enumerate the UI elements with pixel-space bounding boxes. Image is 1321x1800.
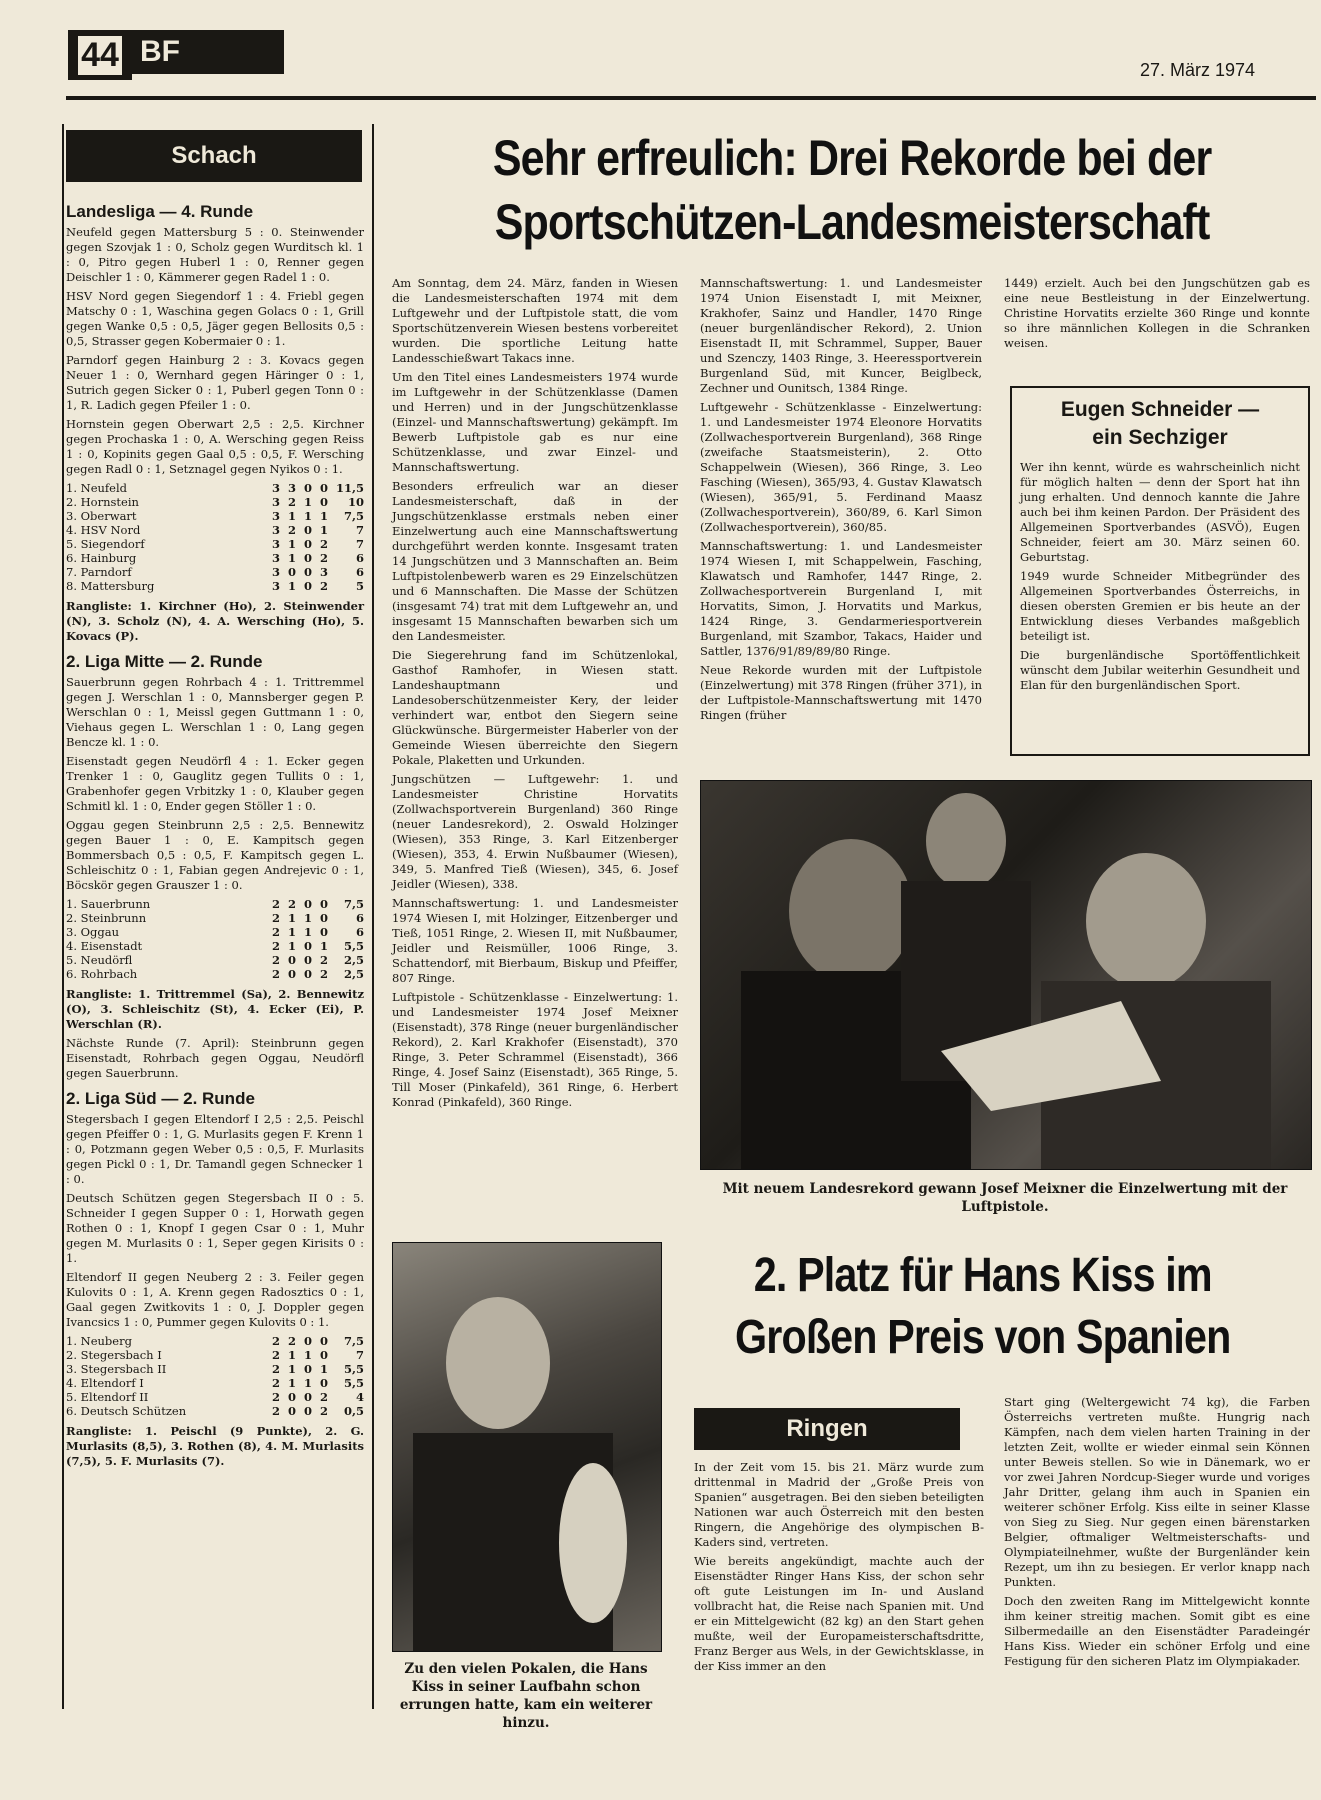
team-name: 5. Siegendorf: [66, 537, 145, 551]
standings-value: 7: [355, 1348, 364, 1362]
birthday-box: [1010, 386, 1310, 756]
kiss-headline-line1: 2. Platz für Hans Kiss im: [753, 1249, 1212, 1302]
team-name: 3. Oggau: [66, 925, 120, 939]
standings-value: 0: [303, 967, 312, 981]
standings-value: 0: [287, 1404, 296, 1418]
paragraph: Deutsch Schützen gegen Stegersbach II 0 : 5. Schneider I gegen Supper 0 : 1, Horwath gegen Rothen 0 : 1, Knopf I gegen Csar 0 : 1, Muhr gegen M. Murlasits 0 : 1, Seper gegen Kirisits 0 : 1.: [66, 1191, 364, 1265]
team-name: 3. Oberwart: [66, 509, 137, 523]
standings-value: 6: [355, 911, 364, 925]
standings-value: 0: [303, 953, 312, 967]
standings-value: 6: [355, 925, 364, 939]
standings-value: 2: [271, 897, 280, 911]
standings-value: 0: [303, 1362, 312, 1376]
photo-hans-kiss: [392, 1242, 662, 1652]
standings-row: [66, 967, 364, 981]
standings-value: 1: [287, 1376, 296, 1390]
standings-row: [66, 953, 364, 967]
standings-value: 0: [319, 911, 328, 925]
standings-value: 7: [355, 537, 364, 551]
main-headline-line1: Sehr erfreulich: Drei Rekorde bei der: [492, 130, 1212, 186]
standings-value: 0: [303, 551, 312, 565]
standings-value: 2: [271, 925, 280, 939]
standings-value: 2: [319, 953, 328, 967]
standings-value: 6: [355, 565, 364, 579]
standings-value: 3: [271, 481, 280, 495]
standings-value: 1: [303, 925, 312, 939]
standings-value: 5: [355, 579, 364, 593]
standings-value: 0: [319, 1334, 328, 1348]
standings-value: 2: [271, 967, 280, 981]
standings-value: 7: [355, 523, 364, 537]
landesliga-standings: [66, 481, 364, 593]
standings-row: [66, 1348, 364, 1362]
standings-value: 0: [287, 953, 296, 967]
standings-value: 1: [287, 579, 296, 593]
standings-row: [66, 1404, 364, 1418]
standings-value: 1: [287, 509, 296, 523]
article-column-3: [1004, 276, 1310, 355]
standings-value: 0: [303, 537, 312, 551]
paragraph: Hornstein gegen Oberwart 2,5 : 2,5. Kirchner gegen Prochaska 1 : 0, A. Wersching gegen Reiss 1 : 0, Kopinits gegen Gaal 0,5 : 0,5, F. Wersching gegen Radl 0 : 1, Setznagel gegen Nyikos 0 : 1.: [66, 417, 364, 476]
standings-row: [66, 939, 364, 953]
paragraph: In der Zeit vom 15. bis 21. März wurde zum drittenmal in Madrid der „Große Preis von Spanien“ ausgetragen. Bei den sieben beteiligten Nationen war auch Österreich mit den besten Ringern, die Angehörige des olympischen B-Kaders sind, vertreten.: [694, 1460, 984, 1549]
sued-results: [66, 1112, 364, 1330]
paragraph: Die Siegerehrung fand im Schützenlokal, Gasthof Ramhofer, in Wiesen statt. Landeshauptmann und Landesoberschützenmeister Kery, der leider verhindert war, entbot den Siegern seine Glückwünsche. Bürgermeister Haberler von der Gemeinde Wiesen überreichte den Siegern Pokale, Plaketten und Urkunden.: [392, 648, 678, 767]
standings-value: 2,5: [343, 967, 364, 981]
page-number: 44: [68, 30, 132, 80]
standings-value: 3: [287, 481, 296, 495]
standings-value: 0: [287, 967, 296, 981]
team-name: 1. Neufeld: [66, 481, 128, 495]
standings-value: 2: [319, 1390, 328, 1404]
birthday-box-title: [1020, 396, 1300, 452]
article-column-2: [700, 276, 982, 727]
standings-value: 1: [303, 495, 312, 509]
standings-value: 2: [271, 1376, 280, 1390]
paragraph: Doch den zweiten Rang im Mittelgewicht konnte ihm keiner streitig machen. Somit gibt es eine Silbermedaille an den Eisenstädter Paradeingér Hans Kiss. Wieder ein schöner Erfolg und eine Festigung für den sicheren Platz im Olympiakader.: [1004, 1594, 1310, 1668]
standings-value: 2: [271, 1404, 280, 1418]
standings-value: 3: [271, 509, 280, 523]
standings-value: 1: [319, 939, 328, 953]
paragraph: Besonders erfreulich war an dieser Landesmeisterschaft, daß in der Jungschützenklasse erstmals neben einer Einzelwertung auch eine Mannschaftswertung durchgeführt werden konnte. Insgesamt traten 14 Jungschützen und 3 Mannschaften an. Beim Luftpistolenbewerb waren es 29 Einzelschützen und 6 Mannschaften. Die Masse der Schützen (insgesamt 74) trat mit dem Luftgewehr an, und insgesamt 15 Mannschaften bewarben sich um den Landesmeister.: [392, 479, 678, 643]
team-name: 2. Stegersbach I: [66, 1348, 162, 1362]
standings-value: 1: [319, 1362, 328, 1376]
standings-value: 0: [319, 481, 328, 495]
standings-value: 3: [271, 523, 280, 537]
standings-value: 2: [319, 551, 328, 565]
standings-value: 7,5: [343, 1334, 364, 1348]
standings-value: 0: [319, 925, 328, 939]
standings-row: [66, 579, 364, 593]
standings-value: 5,5: [343, 1376, 364, 1390]
standings-value: 1: [287, 925, 296, 939]
standings-value: 1: [287, 939, 296, 953]
standings-value: 1: [287, 537, 296, 551]
paragraph: Stegersbach I gegen Eltendorf I 2,5 : 2,5. Peischl gegen Pfeiffer 0 : 1, G. Murlasits gegen F. Krenn 1 : 0, Potzmann gegen Weber 0,5 : 0,5, F. Murlasits gegen Pickl 0 : 1, Dr. Tamandl gegen Schnecker 1 : 0.: [66, 1112, 364, 1186]
landesliga-results: [66, 225, 364, 477]
standings-value: 1: [319, 509, 328, 523]
standings-row: [66, 565, 364, 579]
mitte-results: [66, 675, 364, 893]
birthday-box-title-line1: Eugen Schneider —: [1060, 398, 1260, 421]
team-name: 7. Parndorf: [66, 565, 132, 579]
paragraph: Oggau gegen Steinbrunn 2,5 : 2,5. Bennewitz gegen Bauer 1 : 0, E. Kampitsch gegen Bommersbach 0,5 : 0,5, F. Kampitsch gegen L. Schleischitz 0 : 1, Fabian gegen Andrejevic 0 : 1, Böcskör gegen Grauszer 1 : 0.: [66, 818, 364, 892]
standings-row: [66, 925, 364, 939]
standings-value: 2: [319, 967, 328, 981]
standings-value: 1: [303, 509, 312, 523]
paragraph: Wer ihn kennt, würde es wahrscheinlich nicht für möglich halten — denn der Sport hat ihn jung erhalten. Und dennoch kannte die Jahre auch bei ihm keinen Pardon. Der Präsident des Allgemeinen Sportverbandes (ASVÖ), Eugen Schneider, feiert am 30. März seinen 60. Geburtstag.: [1020, 460, 1300, 564]
paragraph: Parndorf gegen Hainburg 2 : 3. Kovacs gegen Neuer 1 : 0, Wernhard gegen Häringer 0 : 1, Sutrich gegen Sicker 0 : 1, Puberl gegen Tonn 0 : 1, R. Ladich gegen Pfeiler 1 : 0.: [66, 353, 364, 412]
standings-value: 0,5: [343, 1404, 364, 1418]
standings-value: 2,5: [343, 953, 364, 967]
standings-value: 0: [303, 897, 312, 911]
standings-value: 3: [271, 579, 280, 593]
team-name: 2. Steinbrunn: [66, 911, 147, 925]
team-name: 4. HSV Nord: [66, 523, 141, 537]
standings-value: 3: [319, 565, 328, 579]
standings-value: 0: [287, 1390, 296, 1404]
standings-value: 7,5: [343, 897, 364, 911]
standings-row: [66, 523, 364, 537]
standings-value: 3: [271, 565, 280, 579]
standings-value: 3: [271, 495, 280, 509]
standings-value: 2: [271, 953, 280, 967]
paragraph: HSV Nord gegen Siegendorf 1 : 4. Friebl gegen Matschy 0 : 1, Waschina gegen Golacs 0 : 1, Grill gegen Wanke 0,5 : 0,5, Jäger gegen Bellosits 0,5 : 0,5, Strasser gegen Kobermaier 0 : 1.: [66, 289, 364, 348]
paragraph: Neue Rekorde wurden mit der Luftpistole (Einzelwertung) mit 378 Ringen (früher 371), in der Luftpistole-Mannschaftswertung mit 1470 Ringen (früher: [700, 663, 982, 722]
standings-value: 1: [319, 523, 328, 537]
paragraph: Luftpistole - Schützenklasse - Einzelwertung: 1. und Landesmeister 1974 Josef Meixner (Eisenstadt), 378 Ringe (neuer burgenländischer Rekord), 2. Karl Krakhofer (Eisenstadt), 370 Ringe, 3. Peter Schrammel (Eisenstadt), 366 Ringe, 4. Josef Sainz (Eisenstadt), 365 Ringe, 5. Till Moser (Pinkafeld), 361 Ringe, 6. Herbert Konrad (Pinkafeld), 360 Ringe.: [392, 990, 678, 1109]
standings-value: 0: [319, 897, 328, 911]
paragraph: Jungschützen — Luftgewehr: 1. und Landesmeister Christine Horvatits (Zollwachsportverein Burgenland) 360 Ringe (neuer Landesrekord), 2. Oswald Holzinger (Wiesen), 353 Ringe, 3. Karl Eitzenberger (Wiesen), 353, 4. Erwin Nußbaumer (Wiesen), 349, 5. Manfred Tieß (Wiesen), 345, 6. Josef Jeidler (Wiesen), 338.: [392, 772, 678, 891]
photo-portrait: [393, 1243, 661, 1651]
standings-row: [66, 495, 364, 509]
paragraph: Mannschaftswertung: 1. und Landesmeister 1974 Wiesen I, mit Holzinger, Eitzenberger und Tieß, 1051 Ringe, 2. Wiesen II, mit Nußbaumer, Jeidler und Reismüller, 1006 Ringe, 3. Schattendorf, mit Bierbaum, Biskup und Pfeiffer, 807 Ringe.: [392, 896, 678, 985]
paragraph: Eltendorf II gegen Neuberg 2 : 3. Feiler gegen Kulovits 0 : 1, A. Krenn gegen Radosztics 0 : 1, Gaal gegen Zwitkovits 1 : 0, J. Doppler gegen Ivancsics 1 : 0, Pummer gegen Kulovits 0 : 1.: [66, 1270, 364, 1329]
standings-value: 0: [303, 1404, 312, 1418]
team-name: 1. Neuberg: [66, 1334, 132, 1348]
standings-value: 11,5: [335, 481, 364, 495]
birthday-box-text: [1020, 460, 1300, 693]
standings-row: [66, 551, 364, 565]
team-name: 5. Neudörfl: [66, 953, 133, 967]
standings-value: 2: [271, 1390, 280, 1404]
team-name: 3. Stegersbach II: [66, 1362, 167, 1376]
standings-value: 2: [271, 939, 280, 953]
team-name: 6. Rohrbach: [66, 967, 138, 981]
paragraph: Um den Titel eines Landesmeisters 1974 wurde im Luftgewehr in der Schützenklasse (Damen und Herren) und in der Jungschützenklasse (Einzel- und Mannschaftswertung) gekämpft. Im Bewerb Luftpistole gab es nur eine Schützenklasse, und zwar Einzel- und Mannschaftswertung.: [392, 370, 678, 474]
main-headline-line2: Sportschützen-Landesmeisterschaft: [494, 194, 1210, 250]
mitte-title: 2. Liga Mitte — 2. Runde: [66, 652, 263, 671]
standings-value: 0: [303, 523, 312, 537]
standings-value: 5,5: [343, 939, 364, 953]
standings-value: 2: [287, 1334, 296, 1348]
paragraph: 1949 wurde Schneider Mitbegründer des Allgemeinen Sportverbandes Österreichs, in diesen obersten Gremien er bis heute an der Entwicklung dieses Verbandes maßgeblich beteiligt ist.: [1020, 569, 1300, 643]
team-name: 6. Hainburg: [66, 551, 137, 565]
standings-row: [66, 1334, 364, 1348]
landesliga-rangliste: Rangliste: 1. Kirchner (Ho), 2. Steinwender (N), 3. Scholz (N), 4. A. Wersching (Ho), 5. Kovacs (P).: [66, 599, 364, 643]
standings-value: 0: [303, 565, 312, 579]
paragraph: Wie bereits angekündigt, machte auch der Eisenstädter Ringer Hans Kiss, der schon sehr oft gute Leistungen im In- und Ausland vollbracht hat, die Reise nach Spanien mit. Und er ein Mittelgewicht (82 kg) an den Start gehen mußte, weil der Europameisterschaftsdritte, Franz Berger aus Wels, in der Gewichtsklasse, in der Kiss immer an den: [694, 1554, 984, 1673]
sued-title: 2. Liga Süd — 2. Runde: [66, 1089, 255, 1108]
standings-row: [66, 897, 364, 911]
article-column-3-text: 1449) erzielt. Auch bei den Jungschützen gab es eine neue Bestleistung in der Einzelwertung. Christine Horvatits erzielte 360 Ringe und konnte so ihre männlichen Kollegen in die Schranken weisen.: [1004, 276, 1310, 350]
chess-banner: Schach: [66, 130, 362, 182]
photo-caption-1: Mit neuem Landesrekord gewann Josef Meixner die Einzelwertung mit der Luftpistole.: [722, 1181, 1288, 1215]
standings-value: 2: [287, 897, 296, 911]
standings-value: 0: [319, 495, 328, 509]
main-headline: [392, 126, 1312, 254]
standings-value: 1: [287, 911, 296, 925]
team-name: 2. Hornstein: [66, 495, 139, 509]
standings-value: 2: [271, 1348, 280, 1362]
paragraph: Mannschaftswertung: 1. und Landesmeister 1974 Wiesen I, mit Schappelwein, Fasching, Klawatsch und Ramhofer, 1447 Ringe, 2. Zollwachesportverein Burgenland I, mit Horvatits, Simon, J. Horvatits und Markus, 1424 Ringe, 3. Gendarmeriesportverein Burgenland, mit Szambor, Takacs, Haider und Sattler, 1376/91/89/89/80 Ringe.: [700, 539, 982, 658]
standings-row: [66, 509, 364, 523]
paragraph: Neufeld gegen Mattersburg 5 : 0. Steinwender gegen Szovjak 1 : 0, Scholz gegen Wurditsch kl. 1 : 0, Pitro gegen Huberl 1 : 0, Renner gegen Deischler 1 : 0, Kämmerer gegen Radel 1 : 0.: [66, 225, 364, 284]
standings-value: 0: [287, 565, 296, 579]
sued-rangliste: Rangliste: 1. Peischl (9 Punkte), 2. G. Murlasits (8,5), 3. Rothen (8), 4. M. Murlasits (7,5), 5. F. Murlasits (7).: [66, 1424, 364, 1468]
standings-value: 2: [319, 537, 328, 551]
standings-row: [66, 481, 364, 495]
landesliga-title: Landesliga — 4. Runde: [66, 202, 254, 221]
kiss-headline: [668, 1245, 1298, 1369]
paragraph: Sauerbrunn gegen Rohrbach 4 : 1. Trittremmel gegen J. Werschlan 1 : 0, Mannsberger gegen P. Werschlan 0 : 1, Meissl gegen Guttmann 1 : 0, Viehaus gegen L. Werschlan 1 : 0, Lang gegen Bencze kl. 1 : 0.: [66, 675, 364, 749]
header-rule: [66, 96, 1316, 100]
standings-value: 2: [287, 495, 296, 509]
standings-value: 5,5: [343, 1362, 364, 1376]
section-label: BF: [128, 30, 284, 74]
standings-value: 0: [303, 579, 312, 593]
standings-value: 2: [271, 911, 280, 925]
paragraph: Mannschaftswertung: 1. und Landesmeister 1974 Union Eisenstadt I, mit Meixner, Krakhofer, Sainz und Handler, 1470 Ringe (neuer burgenländischer Rekord), 2. Union Eisenstadt II, mit Schrammel, Supper, Bauer und Szenczy, 1403 Ringe, 3. Heeressportverein Burgenland Süd, mit Kuncer, Beiglbeck, Zechner und Ounitsch, 1384 Ringe.: [700, 276, 982, 395]
standings-value: 1: [303, 1376, 312, 1390]
mitte-rangliste: Rangliste: 1. Trittremmel (Sa), 2. Bennewitz (O), 3. Schleischitz (St), 4. Ecker (Ei), P. Werschlan (R).: [66, 987, 364, 1031]
article-column-1: [392, 276, 678, 1114]
standings-value: 2: [319, 1404, 328, 1418]
standings-value: 0: [303, 481, 312, 495]
standings-value: 6: [355, 551, 364, 565]
photo-award-ceremony: [700, 780, 1312, 1170]
standings-value: 0: [319, 1376, 328, 1390]
standings-value: 2: [271, 1334, 280, 1348]
standings-row: [66, 537, 364, 551]
standings-value: 2: [271, 1362, 280, 1376]
team-name: 4. Eltendorf I: [66, 1376, 144, 1390]
standings-value: 0: [319, 1348, 328, 1362]
team-name: 8. Mattersburg: [66, 579, 155, 593]
standings-row: [66, 1390, 364, 1404]
mitte-next-round: Nächste Runde (7. April): Steinbrunn gegen Eisenstadt, Rohrbach gegen Oggau, Neudörfl gegen Sauerbrunn.: [66, 1036, 364, 1080]
ringen-banner: Ringen: [694, 1408, 960, 1450]
standings-value: 0: [303, 1390, 312, 1404]
standings-value: 1: [287, 1362, 296, 1376]
paragraph: Am Sonntag, dem 24. März, fanden in Wiesen die Landesmeisterschaften 1974 mit dem Luftgewehr und der Luftpistole statt, die vom Sportschützenverein Wiesen bestens vorbereitet wurden. Die sportliche Leitung hatte Landesschießwart Takacs inne.: [392, 276, 678, 365]
team-name: 6. Deutsch Schützen: [66, 1404, 187, 1418]
paragraph: Luftgewehr - Schützenklasse - Einzelwertung: 1. und Landesmeister 1974 Eleonore Horvatits (Zollwachesportverein Burgenland), 368 Ringe (zweifache Staatsmeisterin), 2. Otto Schappelwein (Wiesen), 366 Ringe, 3. Leo Fasching (Wiesen), 365/93, 4. Gustav Klawatsch (Wiesen), 365/91, 5. Ferdinand Maasz (Zollwachesportverein), 360/89, 6. Karl Simon (Zollwachesportverein), 360/85.: [700, 400, 982, 534]
team-name: 5. Eltendorf II: [66, 1390, 149, 1404]
kiss-column-1: [694, 1460, 984, 1678]
standings-value: 3: [271, 551, 280, 565]
standings-value: 4: [355, 1390, 364, 1404]
standings-value: 2: [287, 523, 296, 537]
standings-value: 1: [303, 911, 312, 925]
standings-value: 1: [287, 551, 296, 565]
team-name: 4. Eisenstadt: [66, 939, 143, 953]
sued-standings: [66, 1334, 364, 1418]
standings-value: 2: [319, 579, 328, 593]
mitte-standings: [66, 897, 364, 981]
kiss-headline-line2: Großen Preis von Spanien: [735, 1311, 1231, 1364]
photo-silhouettes: [701, 781, 1311, 1169]
birthday-box-title-line2: ein Sechziger: [1092, 426, 1228, 449]
standings-value: 7,5: [343, 509, 364, 523]
standings-row: [66, 911, 364, 925]
standings-value: 1: [303, 1348, 312, 1362]
paragraph: Start ging (Weltergewicht 74 kg), die Farben Österreichs vertreten mußte. Hungrig nach Kämpfen, nach dem vielen harten Training in der letzten Zeit, wollte er wieder einmal sein Können unter Beweis stellen. So wie in Dänemark, wo er vor zwei Jahren Nordcup-Sieger wurde und voriges Jahr Dritter, gelang ihm auch in Spanien ein weiterer schöner Erfolg. Kiss eilte in seiner Klasse von Sieg zu Sieg. Nur gegen einen bärenstarken Belgier, oftmaliger Weltmeisterschafts- und Olympiateilnehmer, wußte der Burgenländer kein Rezept, um ihn zu besiegen. Er verlor knapp nach Punkten.: [1004, 1395, 1310, 1589]
paragraph: Eisenstadt gegen Neudörfl 4 : 1. Ecker gegen Trenker 1 : 0, Gauglitz gegen Tullits 0 : 1, Grabenhofer gegen Vrbitzky 1 : 0, Klauber gegen Schmitl kl. 1 : 0, Ender gegen Stöller 1 : 0.: [66, 754, 364, 813]
kiss-column-2: [1004, 1395, 1310, 1673]
standings-row: [66, 1362, 364, 1376]
standings-value: 0: [303, 939, 312, 953]
chess-column: [66, 194, 364, 1473]
standings-value: 1: [287, 1348, 296, 1362]
standings-row: [66, 1376, 364, 1390]
standings-value: 10: [347, 495, 364, 509]
standings-value: 0: [303, 1334, 312, 1348]
standings-value: 3: [271, 537, 280, 551]
paragraph: Die burgenländische Sportöffentlichkeit wünscht dem Jubilar weiterhin Gesundheit und Elan für den burgenländischen Sport.: [1020, 648, 1300, 692]
photo-caption-2: Zu den vielen Pokalen, die Hans Kiss in seiner Laufbahn schon errungen hatte, kam ein weiterer hinzu.: [399, 1661, 653, 1731]
issue-date: 27. März 1974: [1140, 60, 1256, 80]
team-name: 1. Sauerbrunn: [66, 897, 151, 911]
